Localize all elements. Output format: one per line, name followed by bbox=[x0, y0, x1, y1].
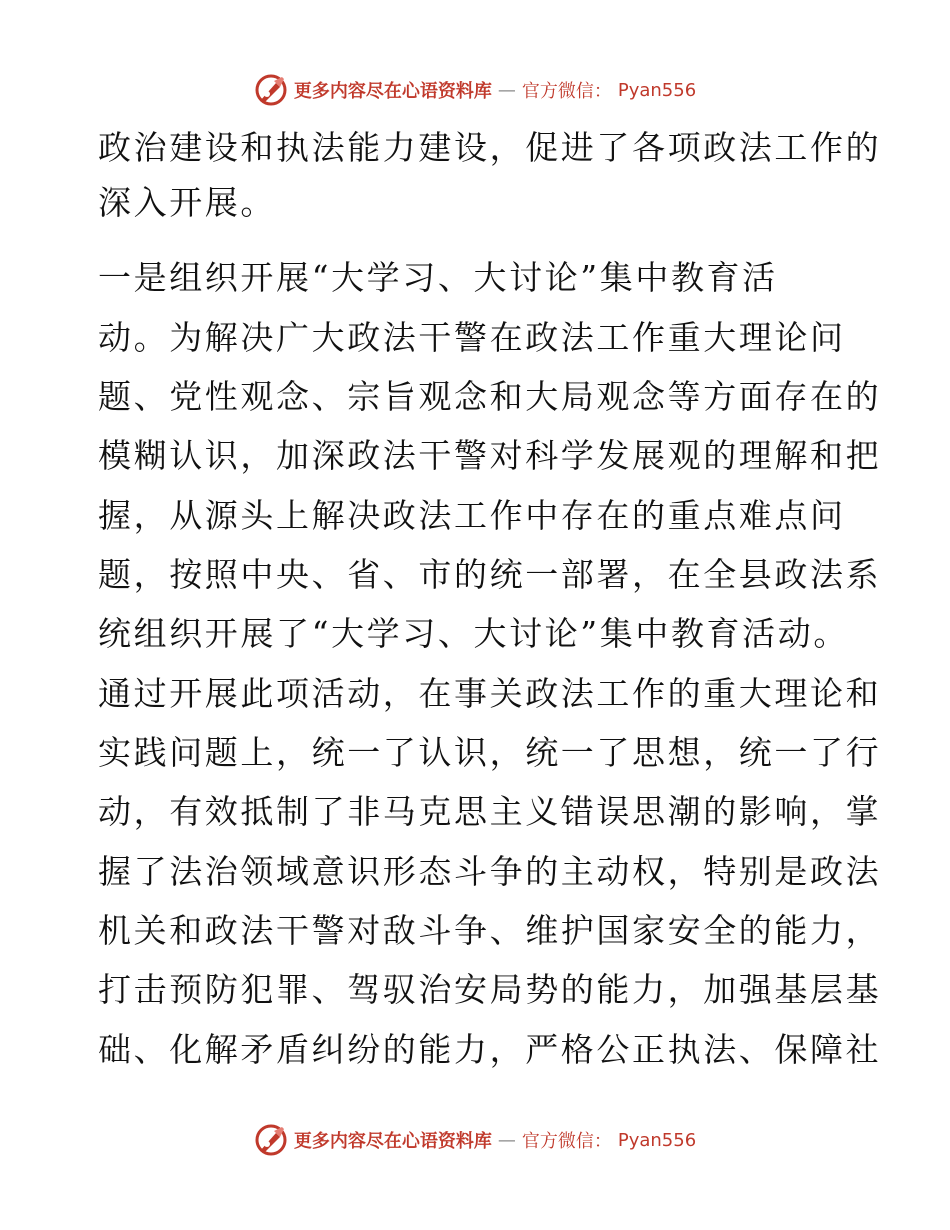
paragraph-line: 础、化解矛盾纠纷的能力，严格公正执法、保障社 bbox=[98, 1030, 882, 1069]
banner-account-label: 官方微信： bbox=[521, 81, 612, 102]
banner-separator: — bbox=[497, 1129, 516, 1151]
paragraph-line: 题、党性观念、宗旨观念和大局观念等方面存在的 bbox=[98, 377, 882, 416]
paragraph-line: 打击预防犯罪、驾驭治安局势的能力，加强基层基 bbox=[98, 970, 882, 1009]
banner-separator: — bbox=[497, 79, 516, 101]
banner-title: 更多内容尽在心语资料库 bbox=[293, 1131, 492, 1152]
paragraph-line: 统组织开展了“大学习、大讨论”集中教育活动。 bbox=[98, 614, 849, 653]
paragraph-line: 模糊认识，加深政法干警对科学发展观的理解和把 bbox=[98, 436, 882, 475]
paragraph-line: 实践问题上，统一了认识，统一了思想，统一了行 bbox=[98, 733, 882, 772]
brand-logo-icon bbox=[254, 1123, 288, 1157]
banner-title: 更多内容尽在心语资料库 bbox=[293, 81, 492, 102]
footer-banner bbox=[0, 1120, 950, 1160]
paragraph-line: 握，从源头上解决政法工作中存在的重点难点问 bbox=[98, 496, 846, 535]
banner-account-label: 官方微信： bbox=[521, 1131, 612, 1152]
paragraph-line: 机关和政法干警对敌斗争、维护国家安全的能力， bbox=[98, 911, 882, 950]
paragraph-line: 动，有效抵制了非马克思主义错误思潮的影响，掌 bbox=[98, 792, 882, 831]
paragraph-line: 题，按照中央、省、市的统一部署，在全县政法系 bbox=[98, 555, 882, 594]
paragraph-line: 政治建设和执法能力建设，促进了各项政法工作的 bbox=[98, 128, 882, 167]
banner-account-id: Pyan556 bbox=[617, 1129, 697, 1151]
banner-account-id: Pyan556 bbox=[617, 79, 697, 101]
brand-logo-icon bbox=[254, 73, 288, 107]
paragraph-line: 一是组织开展“大学习、大讨论”集中教育活 bbox=[98, 258, 778, 297]
paragraph-line: 深入开展。 bbox=[98, 183, 276, 222]
header-banner bbox=[0, 70, 950, 110]
paragraph-line: 动。为解决广大政法干警在政法工作重大理论问 bbox=[98, 318, 846, 357]
paragraph-line: 握了法治领域意识形态斗争的主动权，特别是政法 bbox=[98, 852, 882, 891]
paragraph-line: 通过开展此项活动，在事关政法工作的重大理论和 bbox=[98, 674, 882, 713]
